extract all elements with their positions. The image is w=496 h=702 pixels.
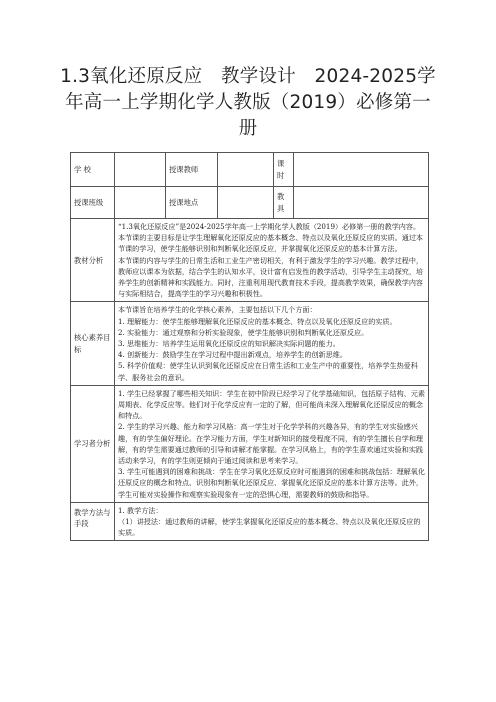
section-content-learner-analysis	[115, 385, 429, 502]
header-tools-value[interactable]	[294, 187, 429, 219]
paragraph: （1）讲授法：通过教师的讲解，使学生掌握氧化还原反应的基本概念、特点以及氧化还原反应的实质。	[118, 517, 421, 538]
section-label-core-literacy: 核心素养目标	[71, 302, 115, 385]
paragraph: 1. 理解能力：使学生能够理解氧化还原反应的基本概念、特点以及氧化还原反应的实质。	[118, 316, 397, 326]
header-location-value[interactable]	[218, 187, 274, 219]
paragraph: 2. 学生的学习兴趣、能力和学习风格：高一学生对于化学学科的兴趣各异，有的学生对实验感兴趣，有的学生偏好理论。在学习能力方面，学生对新知识的接受程度不同，有的学生擅长自学和理解，有的学生需要通过教师的引导和讲解才能掌握。在学习风格上，有的学生喜欢通过实验和实践活动来学习，有的学生则更倾向于通过阅读和思考来学习。	[118, 422, 424, 466]
paragraph: “1.3氧化还原反应”是2024-2025学年高一上学期化学人教版（2019）必修第一册的教学内容。本节课的主要目标是让学生理解氧化还原反应的基本概念、特点以及氧化还原反应的实质。通过本节课的学习，使学生能够识别和判断氧化还原反应，并掌握氧化还原反应的基本计算方法。	[118, 222, 424, 254]
header-school-value[interactable]	[115, 153, 166, 187]
document-title: 1.3氧化还原反应 教学设计 2024-2025学年高一上学期化学人教版（2019）必修第一册	[60, 66, 436, 139]
header-class-value[interactable]	[115, 187, 166, 219]
section-label-textbook-analysis: 教材分析	[71, 219, 115, 302]
section-content-textbook-analysis	[115, 219, 429, 302]
header-teacher-value[interactable]	[218, 153, 274, 187]
paragraph: 5. 科学价值观：使学生认识到氧化还原反应在日常生活和工业生产中的重要性，培养学生热爱科学、服务社会的意识。	[118, 361, 418, 382]
section-label-learner-analysis: 学习者分析	[71, 385, 115, 502]
paragraph: 2. 实验能力：通过观察和分析实验现象，使学生能够识别和判断氧化还原反应。	[118, 327, 369, 337]
paragraph: 3. 学生可能遇到的困难和挑战：学生在学习氧化还原反应时可能遇到的困难和挑战包括：理解氧化还原反应的概念和特点、识别和判断氧化还原反应、掌握氧化还原反应的基本计算方法等。此外，学生可能对实验操作和观察实验现象有一定的恐惧心理，需要教师的鼓励和指导。	[118, 467, 425, 499]
header-tools-label: 教 具	[274, 187, 294, 219]
paragraph: 4. 创新能力：鼓励学生在学习过程中提出新观点，培养学生的创新思维。	[118, 350, 347, 360]
section-content-teaching-methods	[115, 502, 429, 541]
paragraph: 1. 学生已经掌握了哪些相关知识：学生在初中阶段已经学习了化学基础知识，包括原子结构、元素周期表、化学反应等。他们对于化学反应有一定的了解，但可能尚未深入理解氧化还原反应的概念和特点。	[118, 388, 425, 421]
paragraph: 1. 教学方法：	[118, 505, 163, 515]
header-school-label: 学 校	[71, 153, 115, 187]
paragraph: 本节课的内容与学生的日常生活和工业生产密切相关，有利于激发学生的学习兴趣。教学过程中，教师应以课本为依据，结合学生的认知水平，设计富有启发性的教学活动，引导学生主动探究，培养学生的创新精神和实践能力。同时，注重利用现代教育技术手段，提高教学效果，确保教学内容与实际相结合，提高学生的学习兴趣和积极性。	[118, 255, 424, 299]
header-period-value[interactable]	[294, 153, 429, 187]
header-location-label: 授课地点	[166, 187, 218, 219]
lesson-plan-table	[70, 152, 429, 541]
paragraph: 3. 思维能力：培养学生运用氧化还原反应的知识解决实际问题的能力。	[118, 339, 340, 349]
section-content-core-literacy	[115, 302, 429, 385]
paragraph: 本节课旨在培养学生的化学核心素养，主要包括以下几个方面：	[118, 305, 317, 315]
header-teacher-label: 授课教师	[166, 153, 218, 187]
header-period-label: 课 时	[274, 153, 294, 187]
header-class-label: 授课班级	[71, 187, 115, 219]
section-label-teaching-methods: 教学方法与手段	[71, 502, 115, 541]
